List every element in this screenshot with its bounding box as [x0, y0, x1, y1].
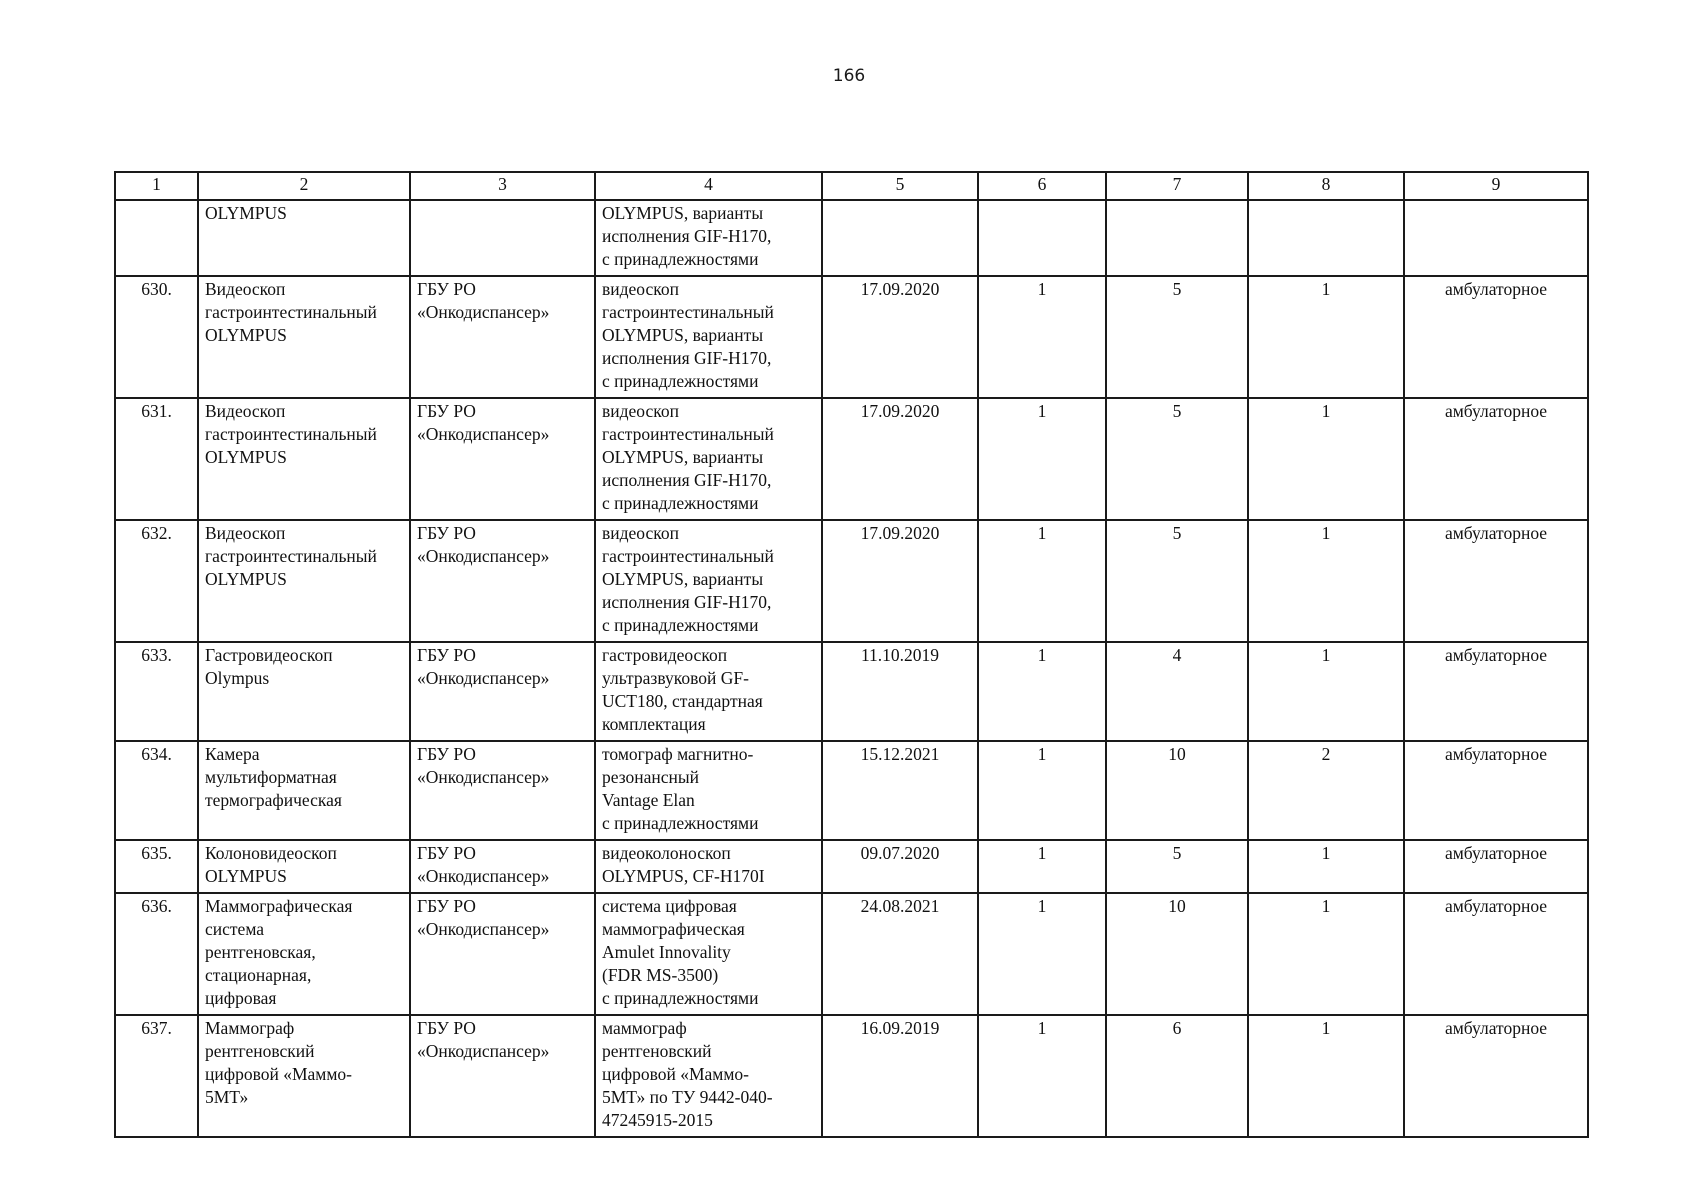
row-number: 631.: [115, 398, 198, 520]
col8-cell: 1: [1248, 1015, 1404, 1137]
equipment-description: видеоколоноскоп OLYMPUS, CF-H170I: [595, 840, 822, 893]
col8-cell: [1248, 200, 1404, 276]
col6-cell: 1: [978, 840, 1106, 893]
equipment-description: OLYMPUS, варианты исполнения GIF-H170, с принадлежностями: [595, 200, 822, 276]
col8-cell: 1: [1248, 398, 1404, 520]
equipment-description: видеоскоп гастроинтестинальный OLYMPUS, варианты исполнения GIF-H170, с принадлежностями: [595, 276, 822, 398]
care-type-cell: амбулаторное: [1404, 520, 1588, 642]
organization: ГБУ РО «Онкодиспансер»: [410, 276, 595, 398]
equipment-description: видеоскоп гастроинтестинальный OLYMPUS, варианты исполнения GIF-H170, с принадлежностями: [595, 398, 822, 520]
care-type-cell: [1404, 200, 1588, 276]
date-cell: 24.08.2021: [822, 893, 978, 1015]
equipment-name: Маммограф рентгеновский цифровой «Маммо- 5МТ»: [198, 1015, 410, 1137]
col8-cell: 1: [1248, 520, 1404, 642]
column-header: 7: [1106, 172, 1248, 200]
equipment-name: Гастровидеоскоп Olympus: [198, 642, 410, 741]
equipment-name: Камера мультиформатная термографическая: [198, 741, 410, 840]
equipment-name: Видеоскоп гастроинтестинальный OLYMPUS: [198, 520, 410, 642]
column-header: 9: [1404, 172, 1588, 200]
col6-cell: 1: [978, 893, 1106, 1015]
organization: ГБУ РО «Онкодиспансер»: [410, 1015, 595, 1137]
row-number: 635.: [115, 840, 198, 893]
date-cell: 17.09.2020: [822, 276, 978, 398]
table-row: [115, 398, 1588, 520]
organization: ГБУ РО «Онкодиспансер»: [410, 840, 595, 893]
table-row: [115, 893, 1588, 1015]
col6-cell: 1: [978, 520, 1106, 642]
equipment-description: видеоскоп гастроинтестинальный OLYMPUS, варианты исполнения GIF-H170, с принадлежностями: [595, 520, 822, 642]
equipment-name: Колоновидеоскоп OLYMPUS: [198, 840, 410, 893]
equipment-table: [114, 171, 1589, 1138]
equipment-description: маммограф рентгеновский цифровой «Маммо- 5МТ» по ТУ 9442-040- 47245915-2015: [595, 1015, 822, 1137]
col7-cell: 6: [1106, 1015, 1248, 1137]
table-row: [115, 741, 1588, 840]
column-header: 2: [198, 172, 410, 200]
column-header: 4: [595, 172, 822, 200]
equipment-name: Видеоскоп гастроинтестинальный OLYMPUS: [198, 398, 410, 520]
column-header: 3: [410, 172, 595, 200]
row-number: 637.: [115, 1015, 198, 1137]
column-header: 1: [115, 172, 198, 200]
care-type-cell: амбулаторное: [1404, 893, 1588, 1015]
row-number: 636.: [115, 893, 198, 1015]
organization: ГБУ РО «Онкодиспансер»: [410, 642, 595, 741]
col6-cell: 1: [978, 1015, 1106, 1137]
col8-cell: 1: [1248, 893, 1404, 1015]
equipment-description: томограф магнитно- резонансный Vantage Elan с принадлежностями: [595, 741, 822, 840]
care-type-cell: амбулаторное: [1404, 840, 1588, 893]
col8-cell: 1: [1248, 840, 1404, 893]
col6-cell: 1: [978, 276, 1106, 398]
care-type-cell: амбулаторное: [1404, 642, 1588, 741]
equipment-description: гастровидеоскоп ультразвуковой GF- UCT180, стандартная комплектация: [595, 642, 822, 741]
date-cell: [822, 200, 978, 276]
col6-cell: 1: [978, 642, 1106, 741]
row-number: 630.: [115, 276, 198, 398]
table-row: [115, 520, 1588, 642]
date-cell: 09.07.2020: [822, 840, 978, 893]
col7-cell: 5: [1106, 840, 1248, 893]
table-row: [115, 276, 1588, 398]
row-number: [115, 200, 198, 276]
col6-cell: [978, 200, 1106, 276]
row-number: 633.: [115, 642, 198, 741]
table-row: [115, 840, 1588, 893]
care-type-cell: амбулаторное: [1404, 276, 1588, 398]
table-row: [115, 642, 1588, 741]
col7-cell: 5: [1106, 276, 1248, 398]
care-type-cell: амбулаторное: [1404, 398, 1588, 520]
column-header: 6: [978, 172, 1106, 200]
col8-cell: 1: [1248, 276, 1404, 398]
col6-cell: 1: [978, 398, 1106, 520]
table-row: [115, 1015, 1588, 1137]
care-type-cell: амбулаторное: [1404, 1015, 1588, 1137]
row-number: 634.: [115, 741, 198, 840]
col7-cell: 5: [1106, 520, 1248, 642]
organization: [410, 200, 595, 276]
date-cell: 17.09.2020: [822, 398, 978, 520]
column-header: 5: [822, 172, 978, 200]
date-cell: 17.09.2020: [822, 520, 978, 642]
equipment-name: Видеоскоп гастроинтестинальный OLYMPUS: [198, 276, 410, 398]
equipment-description: система цифровая маммографическая Amulet Innovality (FDR MS-3500) с принадлежностями: [595, 893, 822, 1015]
organization: ГБУ РО «Онкодиспансер»: [410, 398, 595, 520]
col7-cell: 10: [1106, 741, 1248, 840]
organization: ГБУ РО «Онкодиспансер»: [410, 741, 595, 840]
care-type-cell: амбулаторное: [1404, 741, 1588, 840]
col7-cell: 4: [1106, 642, 1248, 741]
date-cell: 15.12.2021: [822, 741, 978, 840]
col7-cell: [1106, 200, 1248, 276]
organization: ГБУ РО «Онкодиспансер»: [410, 893, 595, 1015]
equipment-name: Маммографическая система рентгеновская, стационарная, цифровая: [198, 893, 410, 1015]
organization: ГБУ РО «Онкодиспансер»: [410, 520, 595, 642]
table-row: [115, 200, 1588, 276]
date-cell: 11.10.2019: [822, 642, 978, 741]
col7-cell: 10: [1106, 893, 1248, 1015]
table-header-row: [115, 172, 1588, 200]
col8-cell: 1: [1248, 642, 1404, 741]
col8-cell: 2: [1248, 741, 1404, 840]
page-number: 166: [832, 66, 866, 86]
equipment-name: OLYMPUS: [198, 200, 410, 276]
col7-cell: 5: [1106, 398, 1248, 520]
date-cell: 16.09.2019: [822, 1015, 978, 1137]
row-number: 632.: [115, 520, 198, 642]
column-header: 8: [1248, 172, 1404, 200]
col6-cell: 1: [978, 741, 1106, 840]
